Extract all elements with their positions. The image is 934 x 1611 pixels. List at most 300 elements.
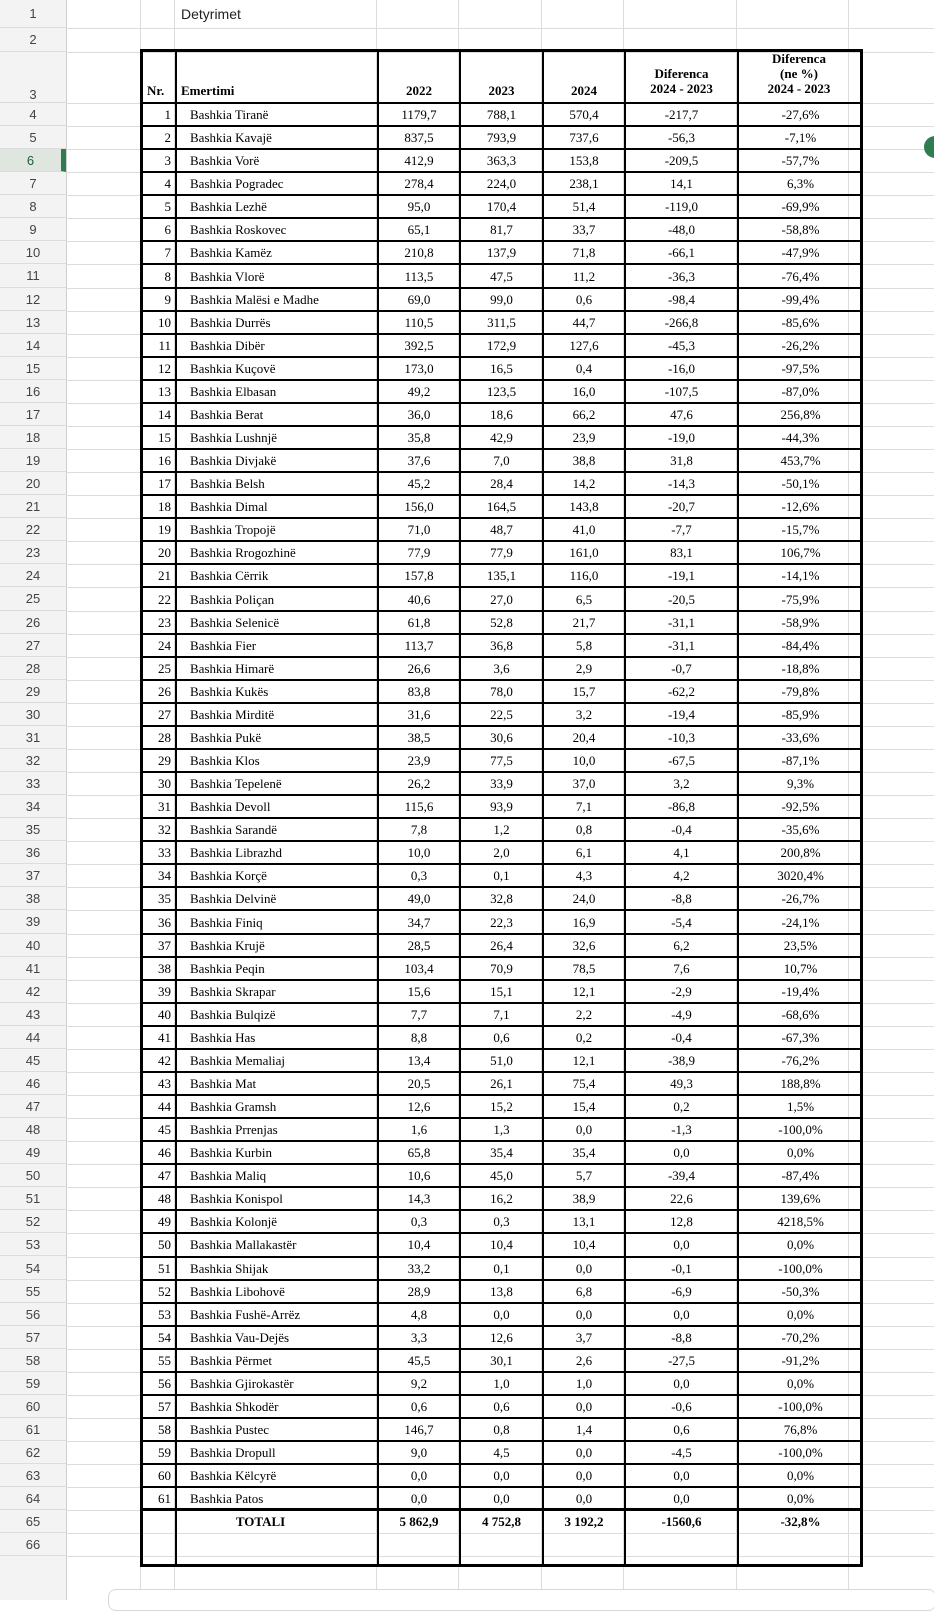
cell-diff[interactable]: -0,4 [671, 822, 692, 838]
cell-2023[interactable]: 0,8 [493, 1422, 510, 1438]
cell-diff[interactable]: -217,7 [664, 107, 699, 123]
row-number[interactable]: 16 [0, 380, 66, 403]
cell-2024[interactable]: 20,4 [572, 729, 596, 745]
cell-name[interactable]: Bashkia Gramsh [190, 1099, 277, 1115]
cell-2022[interactable]: 83,8 [407, 683, 431, 699]
cell-nr[interactable]: 12 [158, 360, 171, 376]
cell-diff[interactable]: -266,8 [664, 314, 699, 330]
cell-name[interactable]: Bashkia Pukë [190, 729, 262, 745]
cell-nr[interactable]: 5 [164, 199, 171, 215]
cell-2022[interactable]: 0,6 [410, 1398, 428, 1414]
cell-diff[interactable]: 14,1 [670, 176, 693, 192]
cell-2023[interactable]: 28,4 [490, 476, 513, 492]
cell-2023[interactable]: 48,7 [490, 522, 513, 538]
cell-pct[interactable]: -84,4% [781, 637, 820, 653]
cell-pct[interactable]: 23,5% [783, 937, 818, 953]
cell-nr[interactable]: 2 [164, 130, 171, 146]
cell-2022[interactable]: 36,0 [407, 406, 431, 422]
cell-pct[interactable]: -87,0% [781, 383, 820, 399]
cell-diff[interactable]: -8,8 [671, 1329, 692, 1345]
cell-diff[interactable]: 0,6 [673, 1422, 690, 1438]
cell-name[interactable]: Bashkia Dimal [190, 499, 268, 515]
cell-2023[interactable]: 0,1 [493, 1260, 510, 1276]
row-number[interactable]: 40 [0, 934, 66, 957]
cell-2022[interactable]: 37,6 [407, 453, 431, 469]
header-2024[interactable]: 2024 [571, 83, 597, 98]
cell-2023[interactable]: 7,0 [493, 453, 510, 469]
row-number[interactable]: 1 [0, 0, 66, 28]
cell-2024[interactable]: 78,5 [572, 960, 596, 976]
cell-2022[interactable]: 28,5 [407, 937, 431, 953]
cell-diff[interactable]: 4,2 [673, 868, 690, 884]
row-number[interactable]: 8 [0, 195, 66, 218]
cell-name[interactable]: Bashkia Himarë [190, 660, 275, 676]
cell-nr[interactable]: 36 [158, 914, 171, 930]
cell-diff[interactable]: -19,1 [667, 568, 696, 584]
cell-2022[interactable]: 7,7 [410, 1006, 428, 1022]
cell-nr[interactable]: 49 [158, 1214, 171, 1230]
cell-pct[interactable]: -100,0% [778, 1122, 823, 1138]
header-2022[interactable]: 2022 [406, 83, 432, 98]
row-number[interactable]: 3 [0, 52, 66, 103]
cell-2023[interactable]: 793,9 [486, 130, 517, 146]
cell-2022[interactable]: 49,2 [407, 383, 431, 399]
cell-name[interactable]: Bashkia Korçë [190, 868, 267, 884]
cell-name[interactable]: Bashkia Belsh [190, 476, 265, 492]
row-number[interactable]: 39 [0, 910, 66, 933]
cell-name[interactable]: Bashkia Has [190, 1029, 256, 1045]
cell-2023[interactable]: 13,8 [490, 1283, 513, 1299]
cell-nr[interactable]: 18 [158, 499, 171, 515]
cell-2023[interactable]: 32,8 [490, 891, 513, 907]
cell-name[interactable]: Bashkia Devoll [190, 799, 271, 815]
cell-pct[interactable]: -15,7% [781, 522, 820, 538]
cell-diff[interactable]: -14,3 [667, 476, 696, 492]
cell-2022[interactable]: 31,6 [407, 706, 431, 722]
cell-name[interactable]: Bashkia Kuçovë [190, 360, 276, 376]
total-pct[interactable]: -32,8% [780, 1514, 821, 1530]
cell-2022[interactable]: 10,4 [407, 1237, 431, 1253]
cell-diff[interactable]: -0,4 [671, 1029, 692, 1045]
cell-pct[interactable]: -44,3% [781, 430, 820, 446]
cell-2023[interactable]: 10,4 [490, 1237, 513, 1253]
row-number[interactable]: 60 [0, 1395, 66, 1418]
cell-nr[interactable]: 14 [158, 406, 171, 422]
total-diff[interactable]: -1560,6 [661, 1514, 702, 1530]
cell-2024[interactable]: 13,1 [572, 1214, 596, 1230]
cell-2023[interactable]: 27,0 [490, 591, 513, 607]
cell-2022[interactable]: 113,7 [404, 637, 434, 653]
cell-pct[interactable]: 256,8% [780, 406, 821, 422]
cell-nr[interactable]: 35 [158, 891, 171, 907]
cell-2024[interactable]: 0,0 [575, 1122, 593, 1138]
cell-pct[interactable]: 3020,4% [777, 868, 824, 884]
cell-2022[interactable]: 173,0 [404, 360, 434, 376]
cell-2023[interactable]: 70,9 [490, 960, 513, 976]
cell-diff[interactable]: -67,5 [667, 753, 696, 769]
scroll-handle[interactable] [924, 136, 934, 158]
cell-2022[interactable]: 28,9 [407, 1283, 431, 1299]
cell-name[interactable]: Bashkia Divjakë [190, 453, 277, 469]
cell-nr[interactable]: 10 [158, 314, 171, 330]
cell-2022[interactable]: 0,3 [410, 1214, 428, 1230]
cell-name[interactable]: Bashkia Tepelenë [190, 776, 282, 792]
cell-name[interactable]: Bashkia Lushnjë [190, 430, 278, 446]
cell-nr[interactable]: 3 [164, 153, 171, 169]
cell-2023[interactable]: 35,4 [490, 1145, 513, 1161]
cell-diff[interactable]: -7,7 [671, 522, 692, 538]
cell-2024[interactable]: 4,3 [575, 868, 593, 884]
cell-name[interactable]: Bashkia Lezhë [190, 199, 267, 215]
cell-2024[interactable]: 32,6 [572, 937, 596, 953]
cell-name[interactable]: Bashkia Prrenjas [190, 1122, 278, 1138]
cell-name[interactable]: Bashkia Dibër [190, 337, 265, 353]
cell-2024[interactable]: 5,7 [575, 1168, 593, 1184]
row-number[interactable]: 31 [0, 726, 66, 749]
cell-2024[interactable]: 5,8 [575, 637, 593, 653]
cell-name[interactable]: Bashkia Fier [190, 637, 257, 653]
row-number[interactable]: 12 [0, 288, 66, 311]
cell-diff[interactable]: -16,0 [667, 360, 696, 376]
cell-diff[interactable]: 22,6 [670, 1191, 693, 1207]
cell-2023[interactable]: 51,0 [490, 1052, 513, 1068]
cell-pct[interactable]: -50,3% [781, 1283, 820, 1299]
cell-2024[interactable]: 0,0 [575, 1491, 593, 1507]
cell-pct[interactable]: -75,9% [781, 591, 820, 607]
cell-2024[interactable]: 11,2 [572, 268, 596, 284]
header-name[interactable]: Emertimi [181, 83, 235, 98]
cell-2024[interactable]: 23,9 [572, 430, 596, 446]
cell-2023[interactable]: 12,6 [490, 1329, 513, 1345]
row-number[interactable]: 47 [0, 1095, 66, 1118]
cell-nr[interactable]: 9 [164, 291, 171, 307]
cell-2023[interactable]: 42,9 [490, 430, 513, 446]
row-number[interactable]: 37 [0, 864, 66, 887]
cell-2023[interactable]: 1,3 [493, 1122, 510, 1138]
cell-diff[interactable]: 12,8 [670, 1214, 693, 1230]
cell-pct[interactable]: -12,6% [781, 499, 820, 515]
cell-2023[interactable]: 78,0 [490, 683, 513, 699]
cell-2022[interactable]: 45,5 [407, 1352, 431, 1368]
cell-2024[interactable]: 15,4 [572, 1099, 596, 1115]
cell-nr[interactable]: 23 [158, 614, 171, 630]
cell-2024[interactable]: 0,2 [575, 1029, 593, 1045]
cell-2022[interactable]: 65,1 [407, 222, 431, 238]
cell-nr[interactable]: 46 [158, 1145, 171, 1161]
row-number[interactable]: 48 [0, 1118, 66, 1141]
cell-pct[interactable]: -76,4% [781, 268, 820, 284]
cell-pct[interactable]: 200,8% [780, 845, 821, 861]
total-label[interactable]: TOTALI [235, 1514, 286, 1530]
row-number[interactable]: 53 [0, 1233, 66, 1256]
cell-nr[interactable]: 11 [158, 337, 171, 353]
cell-2023[interactable]: 30,1 [490, 1352, 513, 1368]
row-number[interactable]: 58 [0, 1349, 66, 1372]
cell-pct[interactable]: 0,0% [786, 1468, 815, 1484]
cell-pct[interactable]: -100,0% [778, 1260, 823, 1276]
row-number[interactable]: 7 [0, 172, 66, 195]
cell-name[interactable]: Bashkia Berat [190, 406, 264, 422]
cell-diff[interactable]: -119,0 [664, 199, 699, 215]
cell-name[interactable]: Bashkia Sarandë [190, 822, 278, 838]
cell-nr[interactable]: 40 [158, 1006, 171, 1022]
cell-2024[interactable]: 16,9 [572, 914, 596, 930]
cell-name[interactable]: Bashkia Shkodër [190, 1398, 279, 1414]
cell-2024[interactable]: 2,6 [575, 1352, 593, 1368]
cell-2022[interactable]: 35,8 [407, 430, 431, 446]
row-number[interactable]: 4 [0, 103, 66, 126]
cell-nr[interactable]: 50 [158, 1237, 171, 1253]
cell-2023[interactable]: 7,1 [493, 1006, 510, 1022]
cell-2024[interactable]: 6,1 [575, 845, 593, 861]
cell-2023[interactable]: 15,2 [490, 1099, 513, 1115]
cell-diff[interactable]: -5,4 [671, 914, 692, 930]
cell-2024[interactable]: 66,2 [572, 406, 596, 422]
cell-diff[interactable]: 0,0 [673, 1145, 690, 1161]
cell-2022[interactable]: 20,5 [407, 1076, 431, 1091]
cell-2022[interactable]: 103,4 [404, 960, 434, 976]
cell-nr[interactable]: 39 [158, 983, 171, 999]
cell-2022[interactable]: 12,6 [407, 1099, 431, 1115]
cell-diff[interactable]: -36,3 [667, 268, 696, 284]
cell-name[interactable]: Bashkia Klos [190, 753, 260, 769]
cell-diff[interactable]: -0,6 [671, 1398, 692, 1414]
cell-pct[interactable]: -57,7% [781, 153, 820, 169]
cell-2022[interactable]: 8,8 [410, 1029, 428, 1045]
header-2023[interactable]: 2023 [488, 83, 515, 98]
cell-pct[interactable]: 0,0% [786, 1491, 815, 1507]
row-number[interactable]: 41 [0, 957, 66, 980]
cell-diff[interactable]: 4,1 [673, 845, 690, 861]
cell-2022[interactable]: 1,6 [410, 1122, 428, 1138]
cell-2023[interactable]: 172,9 [486, 337, 517, 353]
cell-2023[interactable]: 0,0 [493, 1306, 510, 1322]
cell-2024[interactable]: 38,9 [572, 1191, 596, 1207]
cell-diff[interactable]: 31,8 [670, 453, 693, 469]
cell-2022[interactable]: 412,9 [404, 153, 434, 169]
cell-nr[interactable]: 19 [158, 522, 171, 538]
row-number[interactable]: 36 [0, 841, 66, 864]
header-diff[interactable] [625, 66, 738, 96]
cell-nr[interactable]: 37 [158, 937, 171, 953]
cell-2024[interactable]: 1,0 [575, 1375, 593, 1391]
cell-name[interactable]: Bashkia Këlcyrë [190, 1468, 277, 1484]
cell-2022[interactable]: 33,2 [407, 1260, 431, 1276]
cell-2023[interactable]: 18,6 [490, 406, 513, 422]
cell-pct[interactable]: -87,1% [781, 753, 820, 769]
cell-2022[interactable]: 10,0 [407, 845, 431, 861]
row-number[interactable]: 27 [0, 634, 66, 657]
cell-nr[interactable]: 1 [164, 107, 171, 123]
cell-2022[interactable]: 1179,7 [401, 107, 437, 123]
cell-diff[interactable]: -4,9 [671, 1006, 692, 1022]
row-number[interactable]: 28 [0, 657, 66, 680]
row-number[interactable]: 17 [0, 403, 66, 426]
cell-name[interactable]: Bashkia Tiranë [190, 107, 269, 123]
cell-nr[interactable]: 22 [158, 591, 171, 607]
row-number[interactable]: 64 [0, 1487, 66, 1510]
cell-nr[interactable]: 45 [158, 1122, 171, 1138]
cell-nr[interactable]: 53 [158, 1306, 171, 1322]
cell-pct[interactable]: -47,9% [781, 245, 820, 261]
cell-2023[interactable]: 15,1 [490, 983, 513, 999]
cell-nr[interactable]: 20 [158, 545, 171, 561]
cell-pct[interactable]: -69,9% [781, 199, 820, 215]
cell-diff[interactable]: -39,4 [667, 1168, 696, 1184]
cell-2023[interactable]: 16,2 [490, 1191, 513, 1207]
cell-2022[interactable]: 71,0 [407, 522, 431, 538]
cell-name[interactable]: Bashkia Maliq [190, 1168, 267, 1184]
cell-pct[interactable]: -91,2% [781, 1352, 820, 1368]
cell-2023[interactable]: 137,9 [486, 245, 517, 261]
cell-2023[interactable]: 22,5 [490, 706, 513, 722]
row-number[interactable]: 44 [0, 1026, 66, 1049]
cell-pct[interactable]: 139,6% [780, 1191, 821, 1207]
cell-2024[interactable]: 6,5 [575, 591, 593, 607]
cell-pct[interactable]: -33,6% [781, 729, 820, 745]
cell-name[interactable]: Bashkia Krujë [190, 937, 265, 953]
cell-nr[interactable]: 38 [158, 960, 171, 976]
cell-2024[interactable]: 116,0 [569, 568, 599, 584]
row-number[interactable]: 13 [0, 311, 66, 334]
cell-name[interactable]: Bashkia Patos [190, 1491, 264, 1507]
cell-pct[interactable]: -19,4% [781, 983, 820, 999]
cell-2024[interactable]: 0,0 [575, 1260, 593, 1276]
row-number[interactable]: 45 [0, 1049, 66, 1072]
cell-diff[interactable]: -62,2 [667, 683, 696, 699]
cell-2023[interactable]: 77,9 [490, 545, 513, 561]
cell-2023[interactable]: 0,6 [493, 1029, 510, 1045]
cell-2024[interactable]: 0,8 [575, 822, 593, 838]
row-number[interactable]: 51 [0, 1187, 66, 1210]
cell-2024[interactable]: 7,1 [575, 799, 593, 815]
cell-pct[interactable]: -26,7% [781, 891, 820, 907]
cell-2023[interactable]: 0,3 [493, 1214, 510, 1230]
cell-2022[interactable]: 392,5 [404, 337, 434, 353]
cell-pct[interactable]: 0,0% [786, 1375, 815, 1391]
cell-pct[interactable]: 106,7% [780, 545, 821, 561]
cell-2024[interactable]: 2,9 [575, 660, 593, 676]
cell-nr[interactable]: 56 [158, 1375, 171, 1391]
cell-diff[interactable]: 6,2 [673, 937, 690, 953]
cell-2023[interactable]: 0,0 [493, 1468, 510, 1484]
cell-diff[interactable]: 83,1 [670, 545, 693, 561]
cell-diff[interactable]: -98,4 [667, 291, 696, 307]
cell-2023[interactable]: 52,8 [490, 614, 513, 630]
cell-name[interactable]: Bashkia Pogradec [190, 176, 284, 192]
cell-pct[interactable]: -85,6% [781, 314, 820, 330]
cell-pct[interactable]: 453,7% [780, 453, 821, 469]
cell-nr[interactable]: 30 [158, 776, 171, 792]
cell-nr[interactable]: 57 [158, 1398, 171, 1414]
cell-diff[interactable]: 0,0 [673, 1306, 690, 1322]
cell-name[interactable]: Bashkia Mirditë [190, 706, 275, 722]
cell-2022[interactable]: 65,8 [407, 1145, 431, 1161]
cell-diff[interactable]: 3,2 [673, 776, 690, 792]
cell-name[interactable]: Bashkia Pustec [190, 1422, 270, 1438]
cell-2024[interactable]: 3,2 [575, 706, 593, 722]
cell-2023[interactable]: 0,0 [493, 1491, 510, 1507]
cell-diff[interactable]: -66,1 [667, 245, 696, 261]
cell-pct[interactable]: 6,3% [786, 176, 815, 192]
cell-name[interactable]: Bashkia Mat [190, 1076, 257, 1091]
cell-nr[interactable]: 33 [158, 845, 171, 861]
cell-diff[interactable]: -45,3 [667, 337, 696, 353]
cell-pct[interactable]: -27,6% [781, 107, 820, 123]
cell-2024[interactable]: 0,4 [575, 360, 593, 376]
cell-2024[interactable]: 51,4 [572, 199, 596, 215]
cell-2024[interactable]: 1,4 [575, 1422, 593, 1438]
cell-2022[interactable]: 115,6 [404, 799, 434, 815]
cell-pct[interactable]: 0,0% [786, 1306, 815, 1322]
cell-2022[interactable]: 26,6 [407, 660, 431, 676]
cell-nr[interactable]: 29 [158, 753, 171, 769]
cell-2024[interactable]: 71,8 [572, 245, 596, 261]
cell-2023[interactable]: 363,3 [486, 153, 517, 169]
cell-2023[interactable]: 16,5 [490, 360, 513, 376]
cell-pct[interactable]: 0,0% [786, 1145, 815, 1161]
cell-nr[interactable]: 31 [158, 799, 171, 815]
cell-2023[interactable]: 81,7 [490, 222, 513, 238]
cell-2022[interactable]: 7,8 [410, 822, 428, 838]
row-number[interactable]: 55 [0, 1280, 66, 1303]
cell-2024[interactable]: 12,1 [572, 1052, 596, 1068]
cell-2022[interactable]: 9,2 [410, 1375, 428, 1391]
cell-2022[interactable]: 0,3 [410, 868, 428, 884]
cell-2024[interactable]: 12,1 [572, 983, 596, 999]
cell-2024[interactable]: 10,0 [572, 753, 596, 769]
cell-2023[interactable]: 2,0 [493, 845, 510, 861]
cell-diff[interactable]: 0,0 [673, 1237, 690, 1253]
cell-name[interactable]: Bashkia Finiq [190, 914, 263, 930]
cell-diff[interactable]: -107,5 [664, 383, 699, 399]
cell-2023[interactable]: 788,1 [486, 107, 517, 123]
cell-name[interactable]: Bashkia Delvinë [190, 891, 277, 907]
cell-diff[interactable]: -20,5 [667, 591, 696, 607]
cell-pct[interactable]: -85,9% [781, 706, 820, 722]
row-number[interactable]: 32 [0, 749, 66, 772]
cell-diff[interactable]: -31,1 [667, 614, 696, 630]
cell-2023[interactable]: 77,5 [490, 753, 513, 769]
row-number[interactable]: 21 [0, 495, 66, 518]
row-number[interactable]: 14 [0, 334, 66, 357]
row-number[interactable]: 25 [0, 587, 66, 610]
cell-name[interactable]: Bashkia Kukës [190, 683, 269, 699]
cell-nr[interactable]: 61 [158, 1491, 171, 1507]
cell-2022[interactable]: 0,0 [410, 1491, 428, 1507]
cell-2024[interactable]: 127,6 [569, 337, 599, 353]
cell-pct[interactable]: -50,1% [781, 476, 820, 492]
cell-2022[interactable]: 45,2 [407, 476, 431, 492]
cell-diff[interactable]: -8,8 [671, 891, 692, 907]
cell-nr[interactable]: 34 [158, 868, 171, 884]
cell-2022[interactable]: 49,0 [407, 891, 431, 907]
cell-2022[interactable]: 77,9 [407, 545, 431, 561]
cell-name[interactable]: Bashkia Vorë [190, 153, 260, 169]
cell-diff[interactable]: -10,3 [667, 729, 696, 745]
row-number[interactable]: 19 [0, 449, 66, 472]
cell-name[interactable]: Bashkia Kurbin [190, 1145, 272, 1161]
cell-2023[interactable]: 30,6 [490, 729, 513, 745]
cell-nr[interactable]: 17 [158, 476, 171, 492]
cell-2022[interactable]: 23,9 [407, 753, 431, 769]
cell-diff[interactable]: -0,1 [671, 1260, 692, 1276]
cell-2022[interactable]: 278,4 [404, 176, 434, 192]
cell-diff[interactable]: -86,8 [667, 799, 696, 815]
row-number[interactable]: 29 [0, 680, 66, 703]
header-nr[interactable]: Nr. [147, 83, 165, 98]
cell-pct[interactable]: -58,9% [781, 614, 820, 630]
